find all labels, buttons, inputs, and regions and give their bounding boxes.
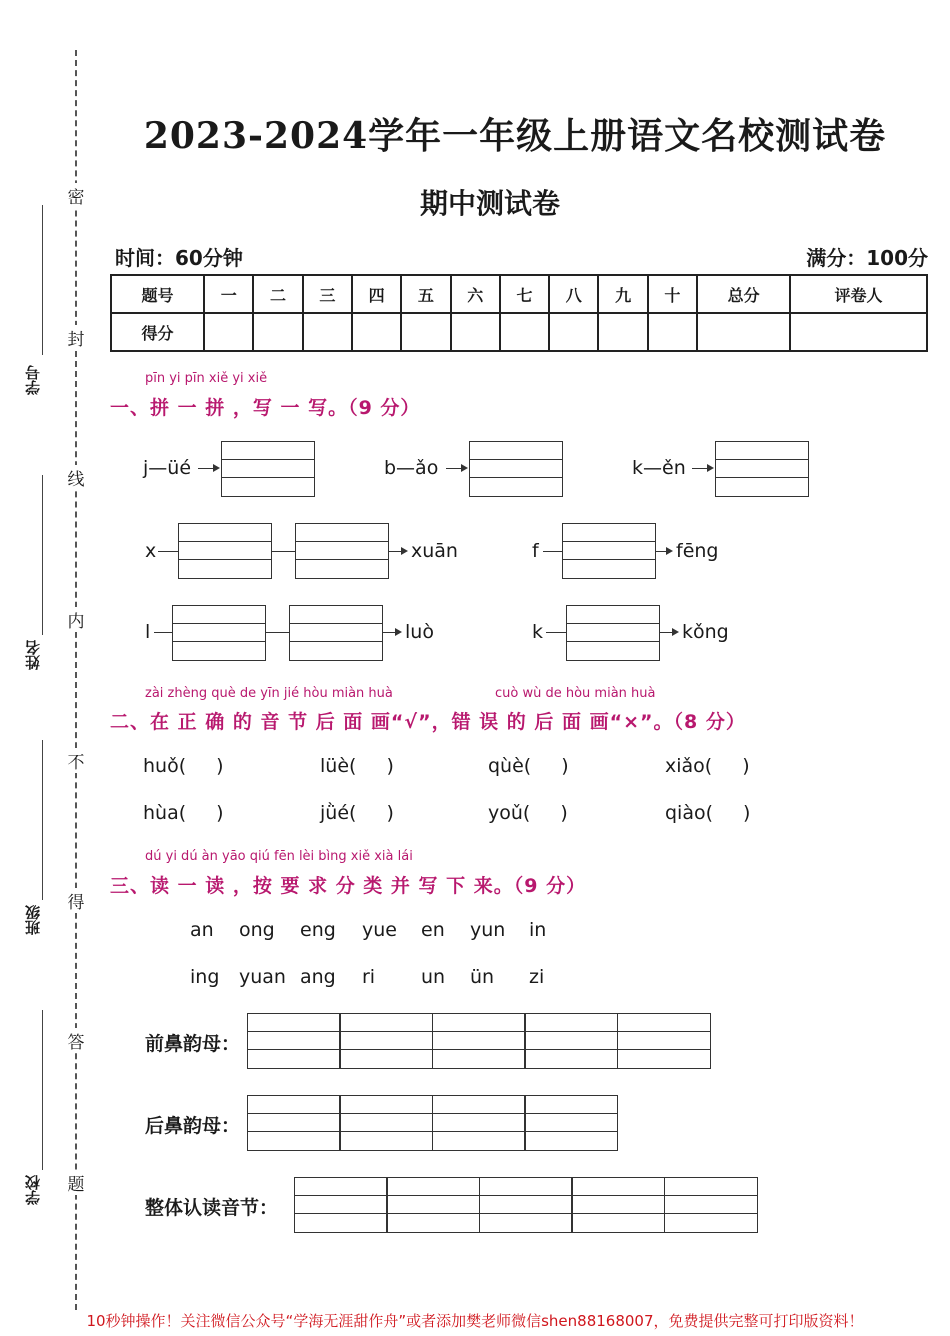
judge-item[interactable] [143, 755, 224, 777]
arrow-icon [213, 464, 220, 472]
score-cell[interactable] [648, 313, 697, 351]
connector-line [272, 551, 295, 552]
seal-char: 密 [66, 183, 86, 208]
judge-close: ) [216, 755, 224, 777]
syllable-result: fēng [676, 540, 719, 562]
writing-box[interactable] [178, 523, 272, 579]
connector-line [383, 632, 395, 633]
judge-syllable: hùa( [143, 802, 187, 824]
writing-box[interactable] [221, 441, 315, 497]
score-row-label: 得分 [111, 313, 204, 351]
school-label: 学校 [24, 1175, 42, 1205]
score-cell[interactable] [303, 313, 352, 351]
judge-syllable: lüè( [320, 755, 357, 777]
syllable-prompt: b—ǎo [384, 457, 439, 479]
section3-title: 三、读 一 读 ，按 要 求 分 类 并 写 下 来。（9 分） [110, 875, 587, 897]
word-item: ri [362, 966, 376, 988]
promo-footer: 10秒钟操作！关注微信公众号“学海无涯甜作舟”或者添加樊老师微信shen88168007，免费提供完整可打印版资料！ [86, 1312, 864, 1330]
section3-pinyin: dú yi dú àn yāo qiú fēn lèi bìng xiě xià lái [145, 849, 413, 864]
writing-cell[interactable] [432, 1095, 526, 1151]
seal-char: 答 [66, 1028, 86, 1053]
syllable-initial: l [145, 621, 151, 643]
writing-box[interactable] [172, 605, 266, 661]
writing-cell[interactable] [247, 1013, 341, 1069]
arrow-icon [707, 464, 714, 472]
connector-line [389, 551, 401, 552]
judge-syllable: qiào( [665, 802, 714, 824]
word-item: ün [470, 966, 495, 988]
score-cell[interactable] [500, 313, 549, 351]
score-cell[interactable] [790, 313, 927, 351]
score-cell[interactable] [352, 313, 401, 351]
judge-item[interactable] [488, 802, 568, 824]
score-header-cell: 三 [303, 275, 352, 313]
writing-cell[interactable] [571, 1177, 665, 1233]
score-cell[interactable] [549, 313, 598, 351]
judge-close: ) [742, 755, 750, 777]
arrow-icon [401, 547, 408, 555]
section1-pinyin: pīn yi pīn xiě yi xiě [145, 371, 268, 386]
score-cell[interactable] [451, 313, 500, 351]
connector-line [543, 551, 562, 552]
category-front-nasal: 前鼻韵母： [145, 1033, 241, 1055]
writing-grid-back-nasal[interactable] [248, 1095, 618, 1151]
arrow-icon [666, 547, 673, 555]
writing-cell[interactable] [524, 1013, 618, 1069]
judge-syllable: qùè( [488, 755, 532, 777]
writing-grid-front-nasal[interactable] [248, 1013, 711, 1069]
judge-item[interactable] [320, 802, 394, 824]
word-item: ong [239, 919, 275, 941]
judge-item[interactable] [665, 802, 750, 824]
score-header-cell: 总分 [697, 275, 790, 313]
writing-cell[interactable] [617, 1013, 711, 1069]
section2-pinyin-a: zài zhèng què de yīn jié hòu miàn huà [145, 686, 393, 701]
score-cell[interactable] [204, 313, 253, 351]
syllable-prompt: k—ěn [632, 457, 686, 479]
connector-line [660, 632, 672, 633]
judge-close: ) [743, 802, 751, 824]
section2-title: 二、在 正 确 的 音 节 后 面 画“√”，错 误 的 后 面 画“×”。（8 分） [110, 711, 746, 733]
writing-cell[interactable] [247, 1095, 341, 1151]
word-item: zi [529, 966, 545, 988]
section1-title: 一、拼 一 拼 ，写 一 写。（9 分） [110, 397, 421, 419]
judge-item[interactable] [143, 802, 224, 824]
judge-syllable: xiǎo( [665, 755, 713, 777]
writing-cell[interactable] [524, 1095, 618, 1151]
word-item: en [421, 919, 445, 941]
connector-line [198, 468, 214, 469]
score-header-cell: 一 [204, 275, 253, 313]
arrow-icon [461, 464, 468, 472]
writing-cell[interactable] [386, 1177, 480, 1233]
seal-char: 线 [66, 465, 86, 490]
margin-line [42, 1010, 43, 1170]
score-header-cell: 五 [401, 275, 450, 313]
score-table-header-row [111, 275, 927, 313]
score-header-cell: 六 [451, 275, 500, 313]
word-item: eng [300, 919, 336, 941]
score-cell[interactable] [697, 313, 790, 351]
full-score: 满分：100分 [806, 246, 928, 270]
category-back-nasal: 后鼻韵母： [145, 1115, 241, 1137]
connector-line [266, 632, 289, 633]
writing-cell[interactable] [479, 1177, 573, 1233]
writing-box[interactable] [289, 605, 383, 661]
score-cell[interactable] [401, 313, 450, 351]
writing-grid-whole-syllable[interactable] [295, 1177, 758, 1233]
word-item: in [529, 919, 547, 941]
judge-syllable: jǜé( [320, 802, 357, 824]
word-item: ang [300, 966, 336, 988]
syllable-result: kǒng [682, 621, 729, 643]
judge-item[interactable] [488, 755, 569, 777]
seal-char: 得 [66, 888, 86, 913]
score-header-cell: 七 [500, 275, 549, 313]
score-table [110, 274, 928, 352]
syllable-initial: k [532, 621, 544, 643]
word-item: an [190, 919, 214, 941]
writing-box[interactable] [295, 523, 389, 579]
judge-close: ) [386, 755, 394, 777]
score-header-cell: 评卷人 [790, 275, 927, 313]
score-header-cell: 十 [648, 275, 697, 313]
word-item: ing [190, 966, 220, 988]
time-limit: 时间：60分钟 [115, 246, 243, 270]
score-cell[interactable] [253, 313, 302, 351]
connector-line [446, 468, 462, 469]
judge-syllable: huǒ( [143, 755, 187, 777]
seal-char: 内 [66, 607, 86, 632]
page-title: 2023-2024学年一年级上册语文名校测试卷 [143, 115, 887, 157]
writing-cell[interactable] [664, 1177, 758, 1233]
writing-cell[interactable] [432, 1013, 526, 1069]
syllable-initial: x [145, 540, 157, 562]
binding-dashed-line [75, 50, 77, 1310]
category-whole-syllable: 整体认读音节： [145, 1197, 279, 1219]
seal-char: 不 [66, 748, 86, 773]
word-item: yuan [239, 966, 286, 988]
score-header-cell: 二 [253, 275, 302, 313]
margin-line [42, 475, 43, 635]
judge-close: ) [560, 802, 568, 824]
connector-line [154, 632, 172, 633]
score-cell[interactable] [598, 313, 647, 351]
word-item: yun [470, 919, 506, 941]
margin-line [42, 205, 43, 355]
judge-item[interactable] [320, 755, 394, 777]
arrow-icon [672, 628, 679, 636]
arrow-icon [395, 628, 402, 636]
syllable-result: luò [405, 621, 434, 643]
syllable-prompt: j—üé [143, 457, 192, 479]
word-item: un [421, 966, 446, 988]
page-subtitle: 期中测试卷 [419, 187, 560, 220]
writing-cell[interactable] [294, 1177, 388, 1233]
section2-pinyin-b: cuò wù de hòu miàn huà [495, 686, 656, 701]
syllable-result: xuān [411, 540, 458, 562]
judge-syllable: yoǔ( [488, 802, 531, 824]
word-item: yue [362, 919, 397, 941]
writing-box[interactable] [469, 441, 563, 497]
writing-box[interactable] [562, 523, 656, 579]
class-label: 班级 [24, 905, 42, 935]
writing-box[interactable] [715, 441, 809, 497]
score-header-cell: 题号 [111, 275, 204, 313]
connector-line [692, 468, 708, 469]
score-header-cell: 八 [549, 275, 598, 313]
student-name-label: 姓名 [24, 640, 42, 670]
margin-line [42, 740, 43, 900]
syllable-initial: f [532, 540, 539, 562]
score-table-score-row [111, 313, 927, 351]
judge-close: ) [216, 802, 224, 824]
seal-char: 题 [66, 1170, 86, 1195]
judge-item[interactable] [665, 755, 750, 777]
writing-cell[interactable] [339, 1095, 433, 1151]
judge-close: ) [386, 802, 394, 824]
writing-box[interactable] [566, 605, 660, 661]
connector-line [656, 551, 666, 552]
score-header-cell: 九 [598, 275, 647, 313]
judge-close: ) [561, 755, 569, 777]
score-header-cell: 四 [352, 275, 401, 313]
student-number-label: 学号 [24, 365, 42, 395]
connector-line [546, 632, 566, 633]
writing-cell[interactable] [339, 1013, 433, 1069]
seal-char: 封 [66, 325, 86, 350]
connector-line [158, 551, 178, 552]
